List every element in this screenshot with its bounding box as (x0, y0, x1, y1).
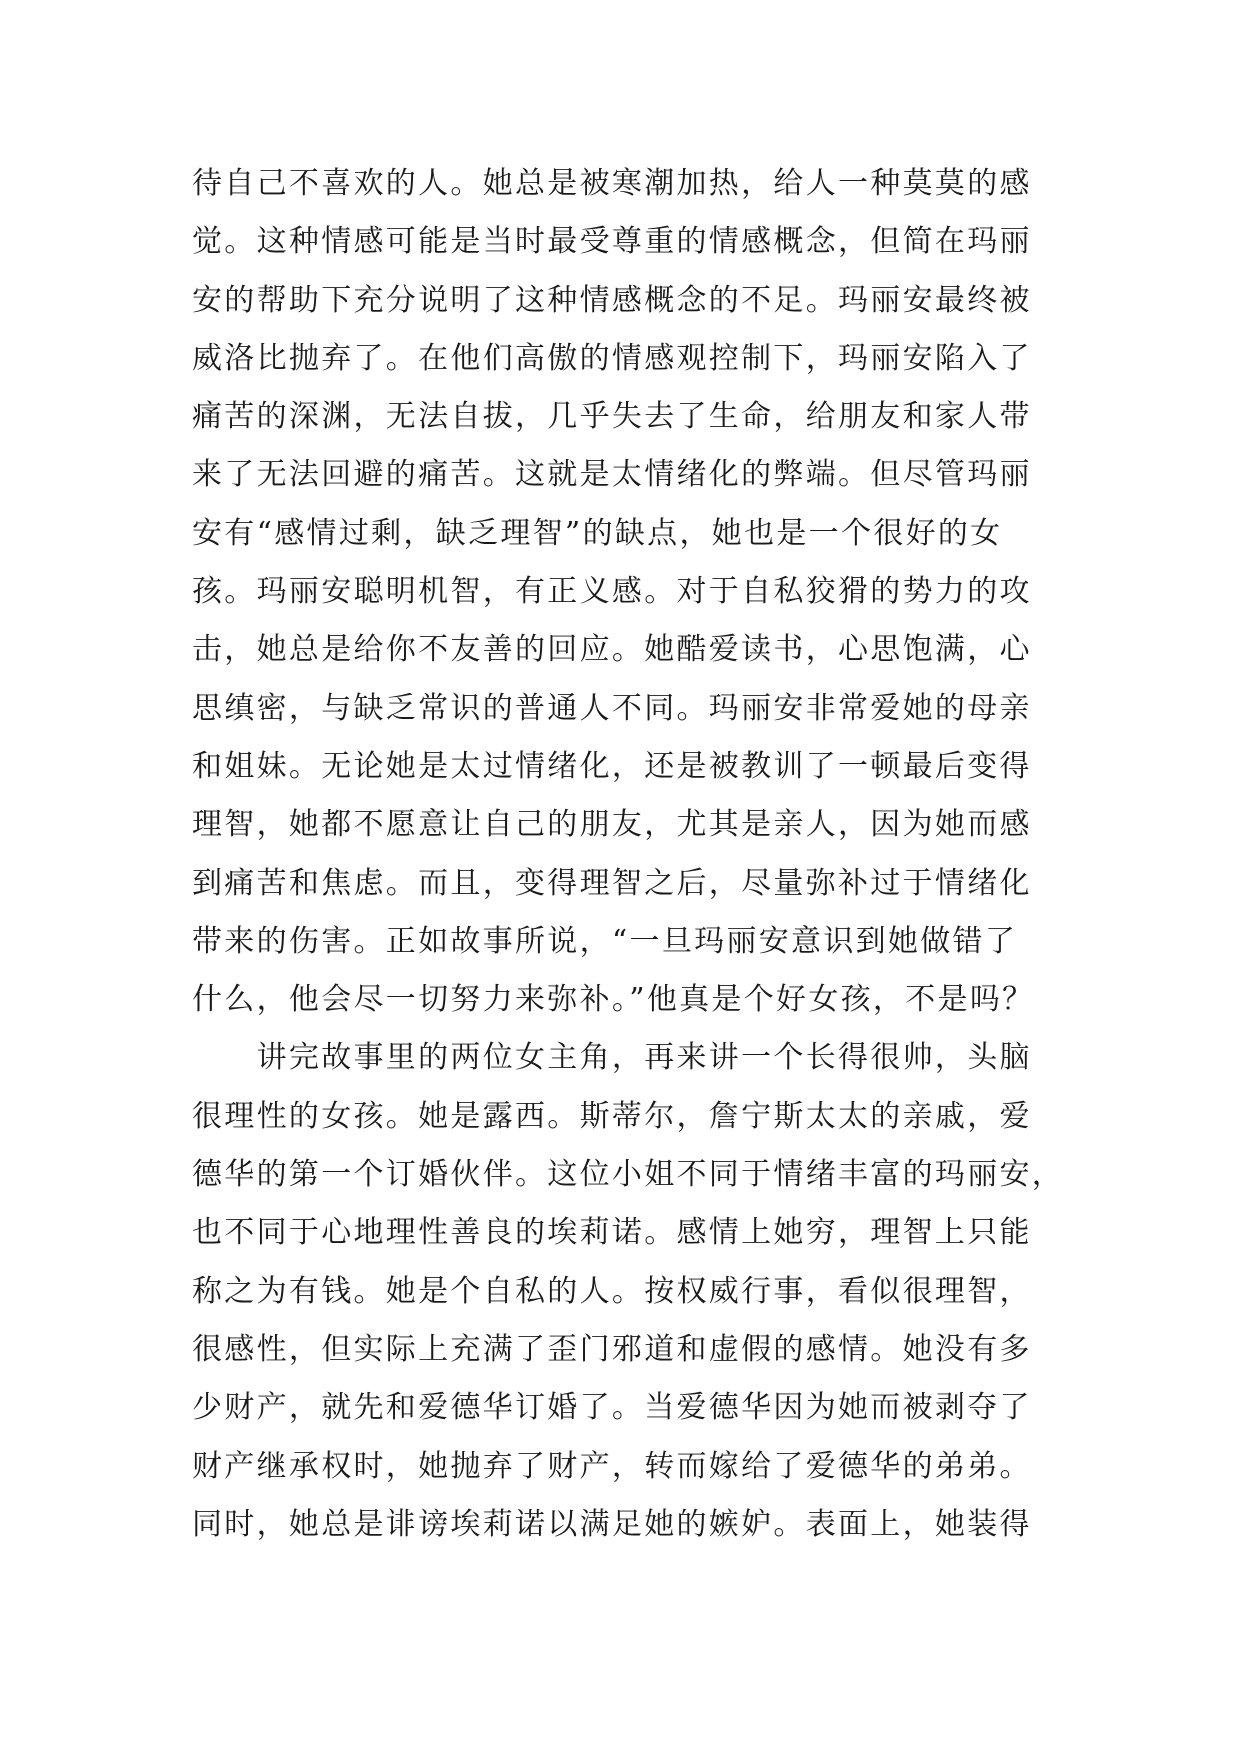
text-line: 带来的伤害。正如故事所说，“一旦玛丽安意识到她做错了 (192, 923, 1018, 959)
text-line: 什么，他会尽一切努力来弥补。”他真是个好女孩，不是吗？ (192, 982, 1035, 1018)
text-line: 理智，她都不愿意让自己的朋友，尤其是亲人，因为她而感 (192, 807, 1032, 843)
text-line: 威洛比抛弃了。在他们高傲的情感观控制下，玛丽安陷入了 (192, 340, 1032, 376)
body-text (192, 155, 1072, 1554)
text-line: 很感性，但实际上充满了歪门邪道和虚假的感情。她没有多 (192, 1331, 1032, 1367)
text-line: 击，她总是给你不友善的回应。她酷爱读书，心思饱满，心 (192, 632, 1032, 668)
text-line: 财产继承权时，她抛弃了财产，转而嫁给了爱德华的弟弟。 (192, 1448, 1032, 1484)
text-line: 德华的第一个订婚伙伴。这位小姐不同于情绪丰富的玛丽安， (192, 1157, 1065, 1193)
text-line: 安有“感情过剩，缺乏理智”的缺点，她也是一个很好的女 (192, 515, 1003, 551)
text-line: 同时，她总是诽谤埃莉诺以满足她的嫉妒。表面上，她装得 (192, 1506, 1032, 1542)
text-line: 很理性的女孩。她是露西。斯蒂尔，詹宁斯太太的亲戚，爱 (192, 1098, 1032, 1134)
text-line: 思缜密，与缺乏常识的普通人不同。玛丽安非常爱她的母亲 (192, 690, 1032, 726)
text-line: 痛苦的深渊，无法自拔，几乎失去了生命，给朋友和家人带 (192, 399, 1032, 435)
text-line: 到痛苦和焦虑。而且，变得理智之后，尽量弥补过于情绪化 (192, 865, 1032, 901)
text-line: 称之为有钱。她是个自私的人。按权威行事，看似很理智， (192, 1273, 1032, 1309)
text-line: 少财产，就先和爱德华订婚了。当爱德华因为她而被剥夺了 (192, 1390, 1032, 1426)
text-line: 和姐妹。无论她是太过情绪化，还是被教训了一顿最后变得 (192, 748, 1032, 784)
text-line: 来了无法回避的痛苦。这就是太情绪化的弊端。但尽管玛丽 (192, 457, 1032, 493)
text-line: 也不同于心地理性善良的埃莉诺。感情上她穷，理智上只能 (192, 1215, 1032, 1251)
text-line: 觉。这种情感可能是当时最受尊重的情感概念，但简在玛丽 (192, 224, 1032, 260)
text-line: 讲完故事里的两位女主角，再来讲一个长得很帅，头脑 (192, 1040, 1032, 1076)
text-line: 安的帮助下充分说明了这种情感概念的不足。玛丽安最终被 (192, 282, 1032, 318)
text-line: 待自己不喜欢的人。她总是被寒潮加热，给人一种莫莫的感 (192, 166, 1032, 201)
text-line: 孩。玛丽安聪明机智，有正义感。对于自私狡猾的势力的攻 (192, 574, 1032, 610)
